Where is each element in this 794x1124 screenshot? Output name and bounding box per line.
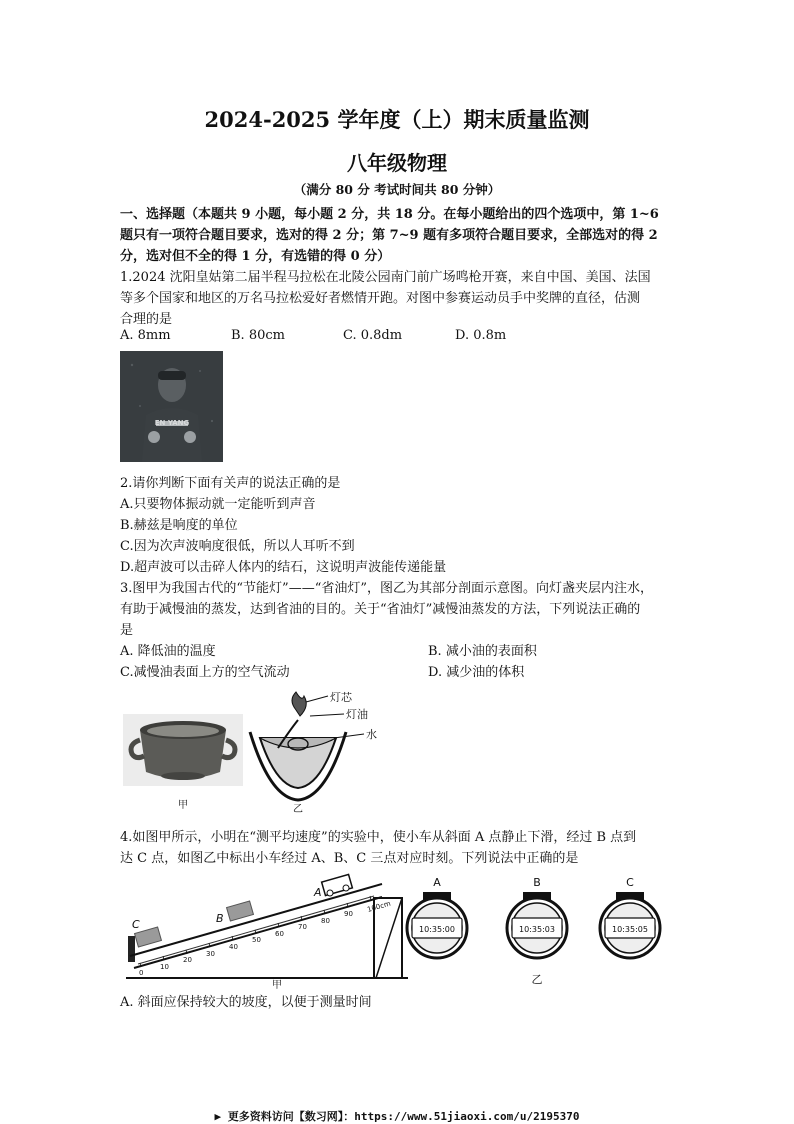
q1-stem-line-2: 等多个国家和地区的万名马拉松爱好者燃情开跑。对图中参赛运动员手中奖牌的直径，估测 — [120, 291, 641, 306]
q4-yi-label: 乙 — [531, 973, 543, 986]
q3-jia-label: 甲 — [178, 800, 188, 811]
q3-yi-label: 乙 — [293, 804, 303, 815]
q4-incline-figure — [120, 868, 410, 990]
q3-stem-line-2: 有助于减慢油的蒸发，达到省油的目的。关于“省油灯”减慢油蒸发的方法，下列说法正确的 — [120, 602, 641, 617]
stopwatch-b — [507, 876, 567, 958]
q4-stem-line-2: 达 C 点，如图乙中标出小车经过 A、B、C 三点对应时刻。下列说法中正确的是 — [120, 851, 579, 866]
ruler-label-70: 70 — [298, 923, 307, 931]
q1-option-b: B. 80cm — [231, 328, 285, 343]
ruler-label-40: 40 — [229, 943, 238, 951]
footer-link[interactable]: ▶ 更多资料访问【数习网】：https://www.51jiaoxi.com/u/2195370 — [214, 1110, 580, 1123]
stopwatch-c — [600, 876, 660, 958]
q1-option-c: C. 0.8dm — [343, 328, 403, 343]
q3-option-a: A. 降低油的温度 — [120, 644, 216, 659]
ruler-label-10: 10 — [160, 963, 169, 971]
ruler-label-30: 30 — [206, 950, 215, 958]
q2-stem: 2.请你判断下面有关声的说法正确的是 — [120, 476, 341, 491]
ruler-label-0: 0 — [139, 969, 144, 977]
stopwatch-a-label: A — [433, 876, 441, 889]
stopwatch-b-time: 10:35:03 — [519, 925, 555, 934]
ruler-label-100cm: 100cm — [366, 899, 392, 914]
exam-title: 2024-2025 学年度（上）期末质量监测 — [204, 107, 590, 132]
q4-jia-label: 甲 — [272, 980, 282, 990]
ruler-label-20: 20 — [183, 956, 192, 964]
cart-b — [227, 901, 254, 921]
stopwatch-b-label: B — [533, 876, 541, 889]
q1-option-d: D. 0.8m — [455, 328, 507, 343]
q3-oil-label: 灯油 — [346, 708, 368, 721]
q1-runner-photo — [120, 351, 223, 462]
q3-option-d: D. 减少油的体积 — [428, 665, 525, 680]
q3-oil-lamp-figure — [120, 690, 390, 818]
q3-wick-label: 灯芯 — [330, 691, 352, 704]
point-c-label: C — [132, 918, 140, 931]
ruler-label-60: 60 — [275, 930, 284, 938]
q2-option-a: A.只要物体振动就一定能听到声音 — [120, 497, 316, 512]
runner-bib-text: EN YANG — [154, 419, 190, 427]
point-a-label: A — [314, 886, 322, 899]
ruler-label-80: 80 — [321, 917, 330, 925]
q4-stem-line-1: 4.如图甲所示，小明在“测平均速度”的实验中，使小车从斜面 A 点静止下滑，经过 B 点到 — [120, 830, 637, 845]
stopwatch-c-time: 10:35:05 — [612, 925, 648, 934]
ruler-label-90: 90 — [344, 910, 353, 918]
q4-stopwatch-figure — [400, 870, 680, 990]
q3-stem-line-1: 3.图甲为我国古代的“节能灯”——“省油灯”，图乙为其部分剖面示意图。向灯盏夹层内注水， — [120, 581, 653, 596]
section-instruction-line-1: 一、选择题（本题共 9 小题，每小题 2 分，共 18 分。在每小题给出的四个选项中，第 1~6 — [120, 207, 659, 222]
stopwatch-c-label: C — [626, 876, 634, 889]
q1-option-a: A. 8mm — [120, 328, 171, 343]
q2-option-b: B.赫兹是响度的单位 — [120, 518, 238, 533]
exam-info: （满分 80 分 考试时间共 80 分钟） — [293, 182, 501, 197]
section-instruction-line-2: 题只有一项符合题目要求，选对的得 2 分；第 7~9 题有多项符合题目要求，全部选对的得 2 — [120, 228, 658, 243]
q3-option-c: C.减慢油表面上方的空气流动 — [120, 665, 290, 680]
stopwatch-a-time: 10:35:00 — [419, 925, 455, 934]
q2-option-d: D.超声波可以击碎人体内的结石，这说明声波能传递能量 — [120, 560, 447, 575]
section-instruction-line-3: 分，选对但不全的得 1 分，有选错的得 0 分） — [120, 249, 391, 264]
q1-stem-line-3: 合理的是 — [120, 312, 173, 327]
point-b-label: B — [216, 912, 224, 925]
q3-stem-line-3: 是 — [120, 623, 134, 638]
q1-stem-line-1: 1.2024 沈阳皇姑第二届半程马拉松在北陵公园南门前广场鸣枪开赛，来自中国、美国、法国 — [120, 270, 651, 285]
q2-option-c: C.因为次声波响度很低，所以人耳听不到 — [120, 539, 355, 554]
q3-water-label: 水 — [366, 728, 377, 741]
ruler-label-50: 50 — [252, 936, 261, 944]
q4-option-a: A. 斜面应保持较大的坡度，以便于测量时间 — [120, 995, 372, 1010]
q3-option-b: B. 减小油的表面积 — [428, 644, 537, 659]
exam-subject: 八年级物理 — [347, 151, 447, 175]
stopwatch-a — [407, 876, 467, 958]
